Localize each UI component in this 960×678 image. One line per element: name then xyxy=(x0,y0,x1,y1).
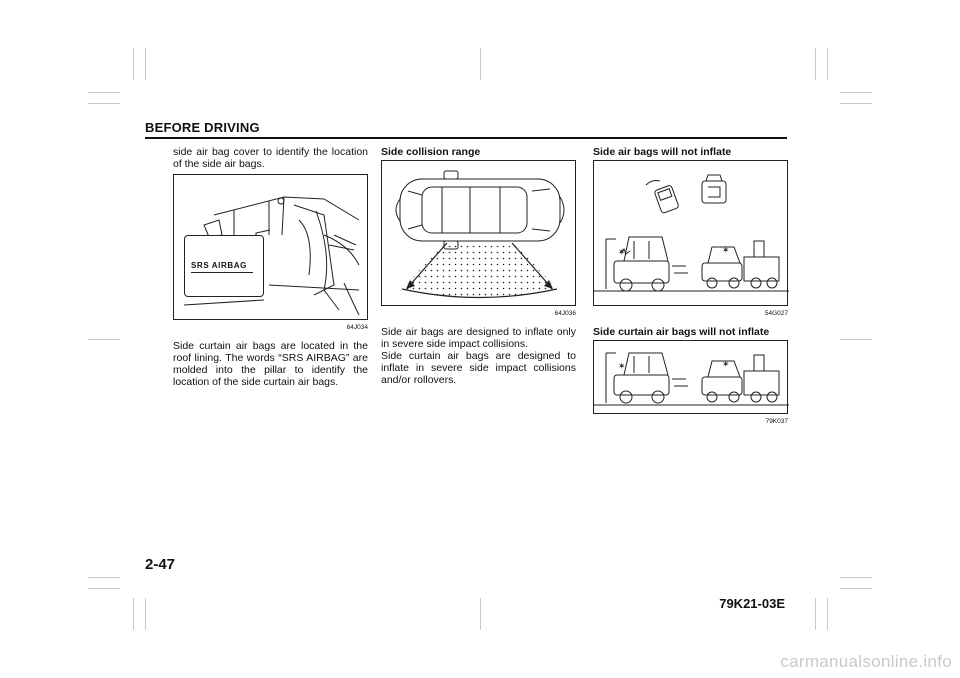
srs-callout xyxy=(184,235,264,297)
figure-code: 79K037 xyxy=(765,418,788,425)
non-inflate-scenarios-2 xyxy=(594,341,789,415)
crop-mark xyxy=(88,577,120,578)
svg-text:✶: ✶ xyxy=(618,248,626,258)
page-number: 2-47 xyxy=(145,556,176,573)
column-3 xyxy=(593,146,788,434)
body-text: Side curtain air bags are located in the roof lining. The words “SRS AIRBAG” are molded into the pillar to identify the location of the side curtain air bags. xyxy=(173,340,368,388)
crop-mark xyxy=(133,598,134,630)
watermark: carmanualsonline.info xyxy=(780,652,952,671)
svg-text:✶: ✶ xyxy=(618,362,626,372)
crop-mark xyxy=(133,48,134,80)
collision-range-diagram xyxy=(382,161,577,307)
figure-curtain-airbags-not-inflate xyxy=(593,340,788,414)
crop-mark xyxy=(840,577,872,578)
intro-text: side air bag cover to identify the location of the side air bags. xyxy=(173,146,368,170)
body-text-1: Side air bags are designed to inflate only in severe side impact collisions. xyxy=(381,326,576,350)
document-code: 79K21-03E xyxy=(719,596,785,611)
crop-mark xyxy=(840,92,872,93)
crop-mark xyxy=(88,588,120,589)
figure-side-airbags-not-inflate xyxy=(593,160,788,306)
section-title: BEFORE DRIVING xyxy=(145,120,260,135)
crop-mark xyxy=(88,339,120,340)
figure-code: 64J036 xyxy=(554,310,576,317)
crop-mark xyxy=(480,48,481,80)
figure-side-collision-range xyxy=(381,160,576,306)
heading-side-collision-range: Side collision range xyxy=(381,146,481,158)
crop-mark xyxy=(480,598,481,630)
body-text-2: Side curtain air bags are designed to inflate in severe side impact collisions and/or rollovers. xyxy=(381,350,576,386)
crop-mark xyxy=(145,48,146,80)
crop-mark xyxy=(840,339,872,340)
heading-side-airbags-not-inflate: Side air bags will not inflate xyxy=(593,146,732,158)
crop-mark xyxy=(145,598,146,630)
crop-mark xyxy=(827,598,828,630)
crop-mark xyxy=(88,103,120,104)
header-rule xyxy=(145,137,787,139)
non-inflate-scenarios-1 xyxy=(594,161,789,307)
crop-mark xyxy=(840,103,872,104)
crop-mark xyxy=(827,48,828,80)
figure-code: 54G027 xyxy=(764,310,788,317)
column-2 xyxy=(381,146,576,386)
srs-airbag-label: SRS AIRBAG xyxy=(191,261,247,270)
heading-curtain-airbags-not-inflate: Side curtain air bags will not inflate xyxy=(593,326,770,338)
crop-mark xyxy=(88,92,120,93)
svg-text:✶: ✶ xyxy=(722,360,730,370)
svg-text:✶: ✶ xyxy=(722,246,730,256)
figure-side-airbag-location xyxy=(173,174,368,320)
crop-mark xyxy=(840,588,872,589)
crop-mark xyxy=(815,48,816,80)
column-1 xyxy=(173,146,368,388)
figure-code: 64J034 xyxy=(346,324,368,331)
crop-mark xyxy=(815,598,816,630)
